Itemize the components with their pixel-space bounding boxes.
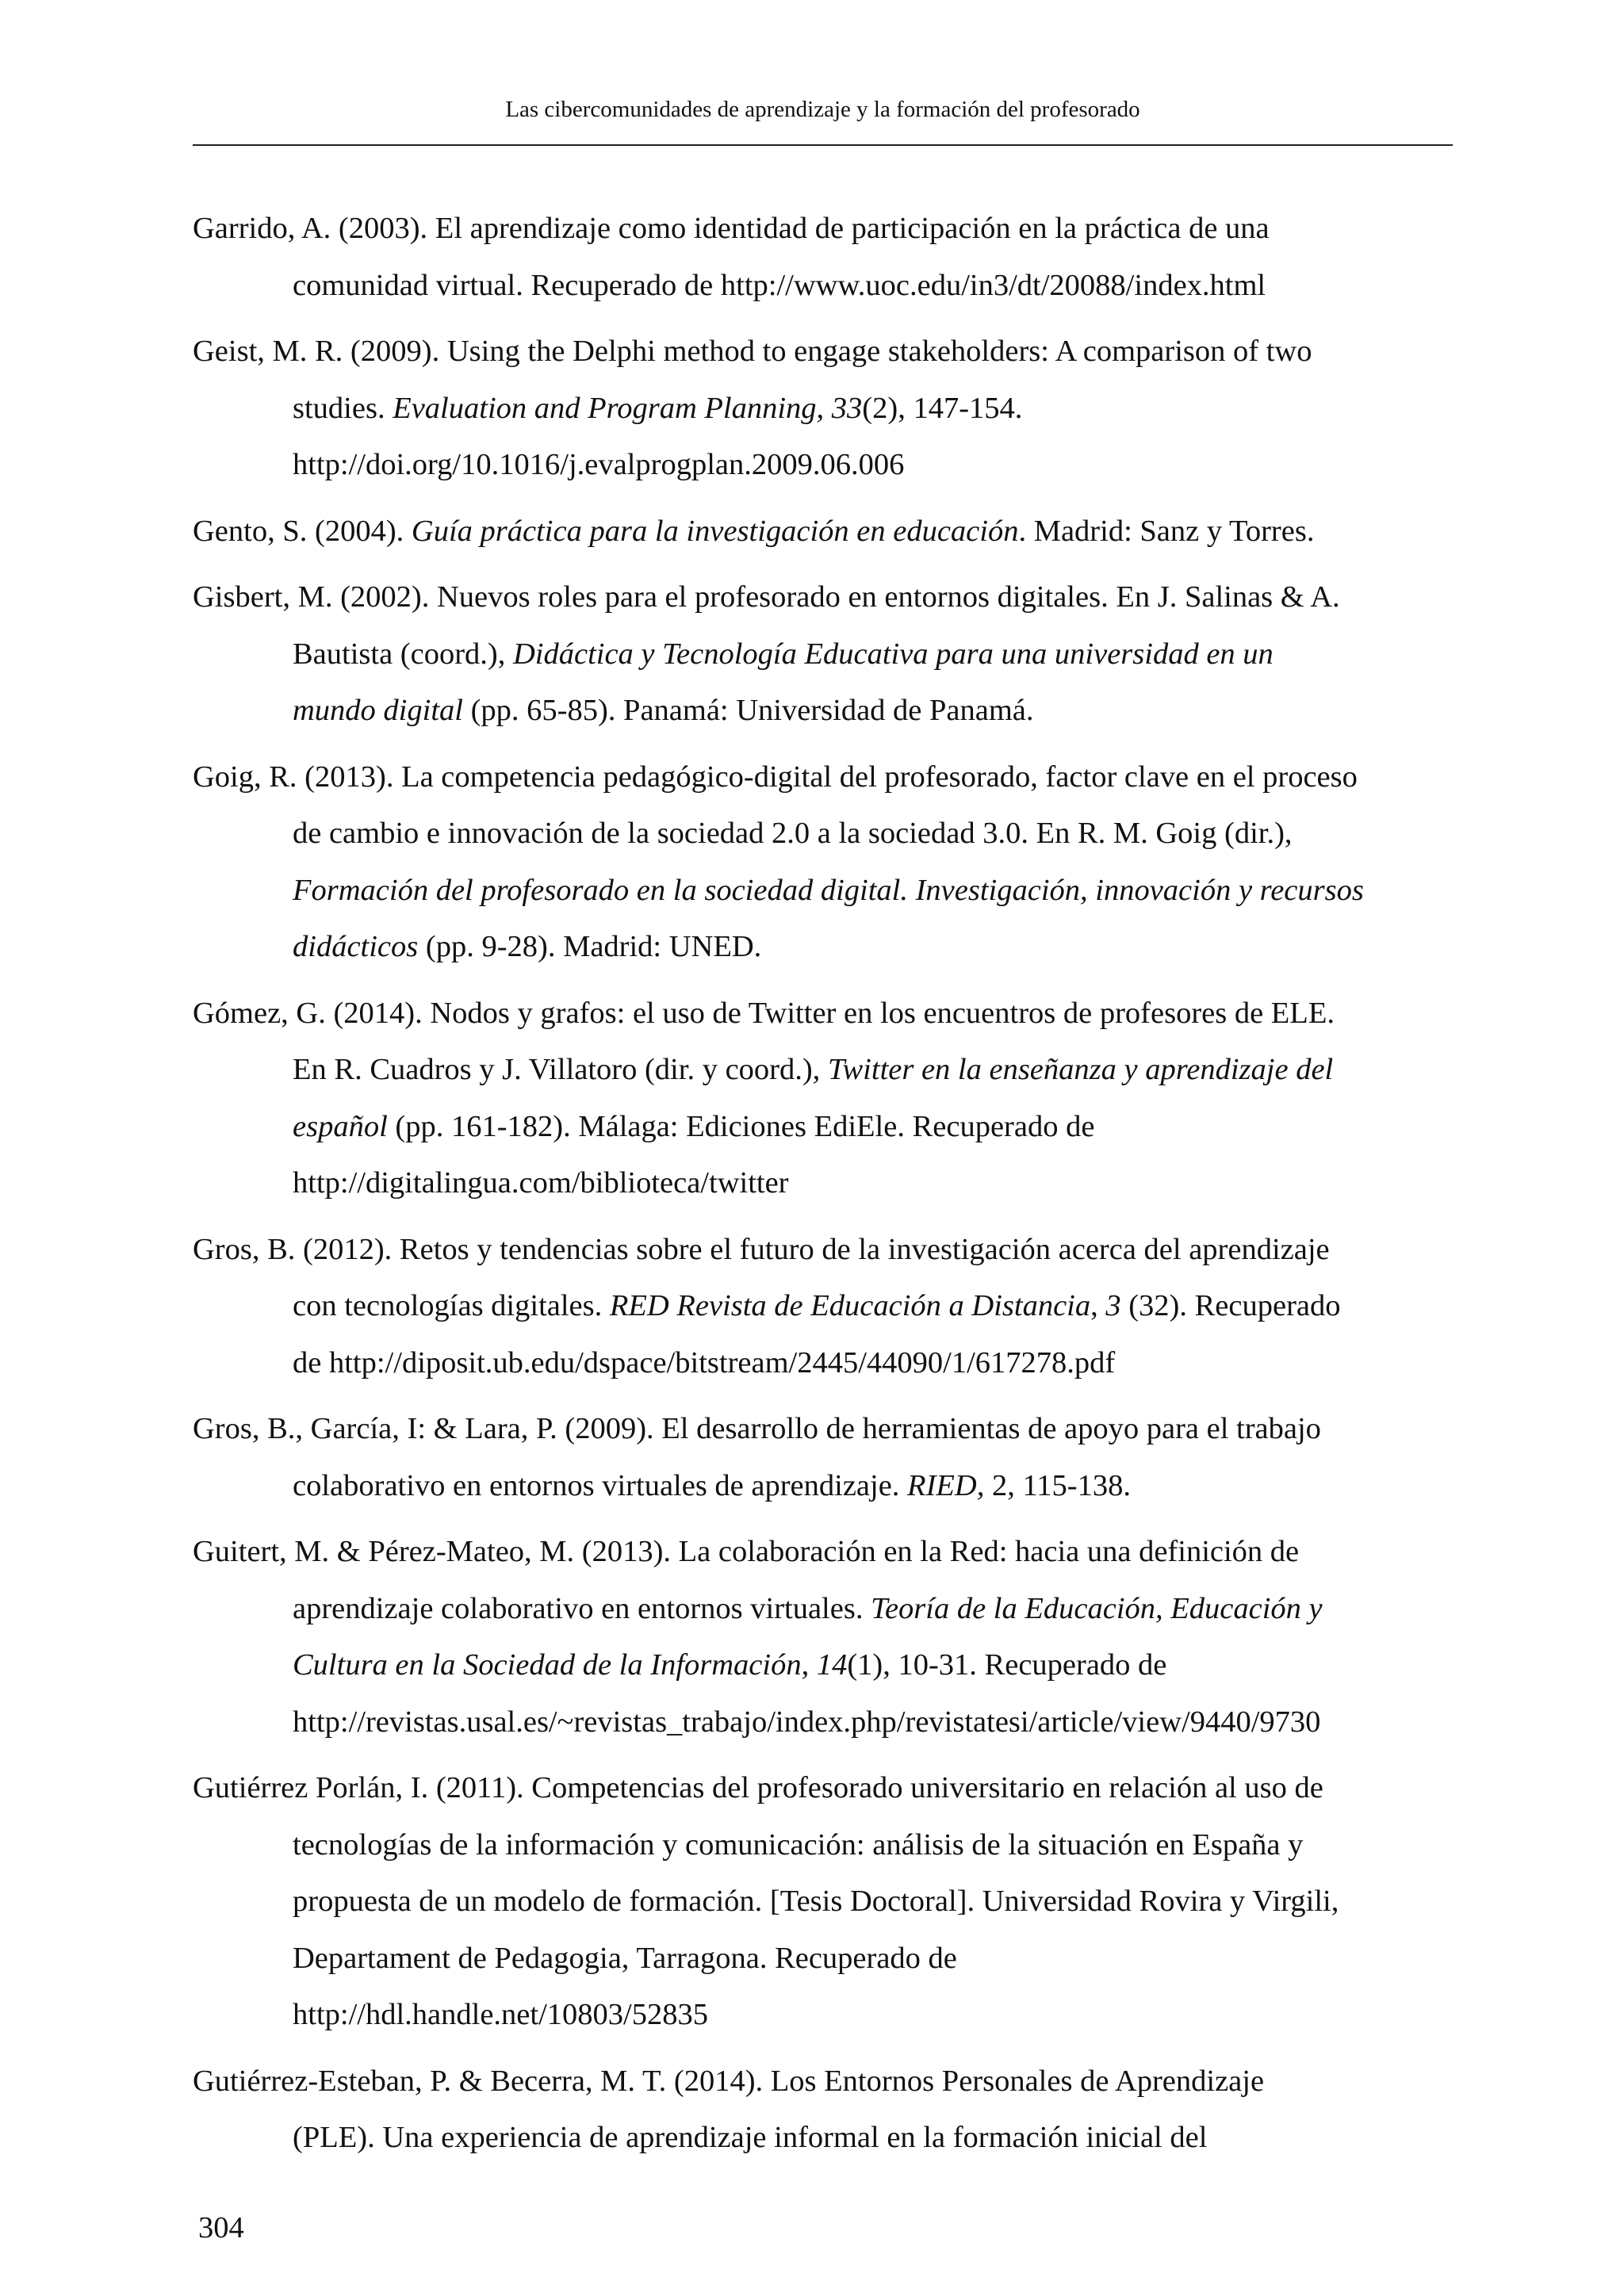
reference-line [293,2110,1453,2167]
reference-text: Goig, R. (2013). La competencia pedagógico-digital del profesorado, factor clave en el proceso [193,760,1358,794]
reference-text: propuesta de un modelo de formación. [Tesis Doctoral]. Universidad Rovira y Virgili, [293,1885,1339,1918]
reference-italic-text: Twitter en la enseñanza y aprendizaje del [827,1053,1334,1086]
reference-text: Gros, B., García, I: & Lara, P. (2009). El desarrollo de herramientas de apoyo para el trabajo [193,1412,1321,1445]
reference-text: Gutiérrez-Esteban, P. & Becerra, M. T. (2014). Los Entornos Personales de Aprendizaje [193,2064,1265,2098]
reference-text: http://doi.org/10.1016/j.evalprogplan.2009.06.006 [293,448,905,481]
reference-entry [193,323,1453,494]
reference-line [293,1694,1453,1751]
reference-italic-text: Guía práctica para la investigación en educación [411,514,1019,548]
reference-text: , [801,1648,817,1682]
reference-entry [193,749,1453,976]
reference-text: 2, 115-138. [984,1468,1131,1502]
reference-entry [193,569,1453,740]
reference-line [293,1873,1453,1931]
reference-line [193,749,1453,806]
reference-line [193,323,1453,381]
reference-text: de cambio e innovación de la sociedad 2.0 a la sociedad 3.0. En R. M. Goig (dir.), [293,817,1293,850]
reference-line [293,1817,1453,1874]
reference-line [193,1760,1453,1817]
reference-line [293,683,1453,740]
reference-text: (1), 10-31. Recuperado de [847,1648,1167,1682]
reference-text: Guitert, M. & Pérez-Mateo, M. (2013). La colaboración en la Red: hacia una definición de [193,1535,1300,1568]
reference-text: Gento, S. (2004). [193,514,412,548]
header-rule [193,144,1453,146]
reference-line [293,1931,1453,1988]
reference-italic-text: Evaluation and Program Planning, 33 [393,391,863,425]
reference-line [193,1222,1453,1279]
reference-text: http://digitalingua.com/biblioteca/twitter [293,1166,789,1200]
reference-text: Bautista (coord.), [293,637,513,671]
reference-italic-text: Cultura en la Sociedad de la Información [293,1648,802,1682]
reference-italic-text: 3 [1105,1289,1121,1322]
reference-text: Gisbert, M. (2002). Nuevos roles para el profesorado en entornos digitales. En J. Salinas & A. [193,580,1340,614]
reference-line [293,1581,1453,1638]
page-number: 304 [198,2211,244,2244]
reference-line [293,381,1453,438]
reference-text: aprendizaje colaborativo en entornos virtuales. [293,1591,871,1625]
reference-line [293,1637,1453,1694]
reference-text: (pp. 65-85). Panamá: Universidad de Panamá. [462,694,1034,727]
reference-line [293,863,1453,920]
reference-entry [193,1401,1453,1514]
reference-italic-text: didácticos [293,930,419,963]
reference-text: (pp. 9-28). Madrid: UNED. [418,930,762,963]
reference-text: tecnologías de la información y comunicación: análisis de la situación en España y [293,1827,1304,1862]
reference-list [193,201,1453,2176]
reference-text: studies. [293,391,393,425]
reference-line [293,1042,1453,1099]
reference-text: con tecnologías digitales. [293,1289,610,1322]
running-header: Las cibercomunidades de aprendizaje y la formación del profesorado [505,97,1140,122]
reference-text: Gutiérrez Porlán, I. (2011). Competencias del profesorado universitario en relación al uso de [193,1771,1323,1804]
reference-italic-text: Formación del profesorado en la sociedad digital. Investigación, innovación y recursos [293,873,1364,907]
reference-entry [193,1760,1453,2044]
reference-line [293,806,1453,863]
reference-line [293,1335,1453,1392]
reference-line [293,1987,1453,2044]
reference-text: Gros, B. (2012). Retos y tendencias sobre el futuro de la investigación acerca del aprendizaje [193,1232,1330,1266]
reference-text: (32). Recuperado [1120,1289,1341,1322]
reference-italic-text: Didáctica y Tecnología Educativa para una universidad en un [512,637,1274,671]
reference-line [293,1099,1453,1156]
reference-italic-text: RIED, [907,1468,985,1502]
reference-text: (2), 147-154. [862,391,1023,425]
reference-text: de http://diposit.ub.edu/dspace/bitstream/2445/44090/1/617278.pdf [293,1345,1116,1380]
reference-line [193,503,1453,561]
reference-text: . Madrid: Sanz y Torres. [1018,514,1315,548]
reference-line [193,569,1453,626]
reference-line [293,1155,1453,1212]
reference-text: Gómez, G. (2014). Nodos y grafos: el uso de Twitter en los encuentros de profesores de ELE. [193,996,1335,1030]
reference-entry [193,201,1453,314]
reference-line [193,985,1453,1043]
reference-text: En R. Cuadros y J. Villatoro (dir. y coord.), [293,1053,828,1086]
reference-text: comunidad virtual. Recuperado de http://www.uoc.edu/in3/dt/20088/index.html [293,268,1266,302]
reference-entry [193,2053,1453,2167]
reference-line [193,201,1453,258]
reference-text: colaborativo en entornos virtuales de aprendizaje. [293,1468,908,1502]
reference-text: http://revistas.usal.es/~revistas_trabajo/index.php/revistatesi/article/view/9440/9730 [293,1705,1321,1739]
reference-italic-text: Teoría de la Educación, Educación y [871,1591,1323,1625]
reference-text: Departament de Pedagogia, Tarragona. Recuperado de [293,1941,957,1975]
reference-text: http://hdl.handle.net/10803/52835 [293,1998,708,2031]
reference-text: (pp. 161-182). Málaga: Ediciones EdiEle. Recuperado de [387,1109,1095,1143]
reference-italic-text: español [293,1109,388,1143]
reference-line [193,1524,1453,1581]
reference-line [293,1278,1453,1335]
reference-text: , [1090,1289,1106,1322]
reference-text: Garrido, A. (2003). El aprendizaje como identidad de participación en la práctica de una [193,212,1270,245]
reference-entry [193,1524,1453,1751]
reference-line [193,1401,1453,1458]
reference-entry [193,985,1453,1212]
reference-entry [193,1222,1453,1392]
reference-italic-text: 14 [816,1648,848,1682]
reference-line [293,626,1453,683]
reference-line [193,2053,1453,2110]
reference-line [293,258,1453,315]
reference-entry [193,503,1453,561]
reference-italic-text: RED Revista de Educación a Distancia [609,1289,1091,1322]
reference-text: Geist, M. R. (2009). Using the Delphi method to engage stakeholders: A comparison of two [193,335,1312,368]
reference-text: (PLE). Una experiencia de aprendizaje informal en la formación inicial del [293,2121,1208,2154]
reference-line [293,1458,1453,1515]
reference-line [293,437,1453,494]
reference-italic-text: mundo digital [293,694,463,727]
reference-line [293,919,1453,976]
